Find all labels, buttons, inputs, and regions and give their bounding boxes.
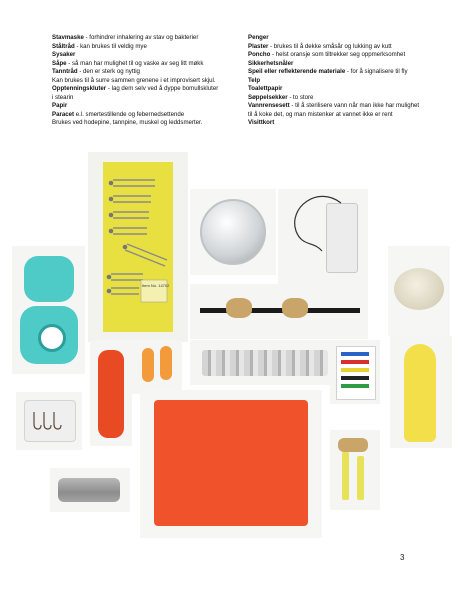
foil-photo <box>190 340 340 385</box>
light-sticks-photo <box>330 430 380 510</box>
thread-icon <box>341 368 369 372</box>
list-entry: Såpe - så man har mulighet til og vaske av seg litt møkk <box>52 59 204 67</box>
list-entry: i stearin <box>52 93 74 101</box>
list-entry: Paracet e.l. smertestillende og febernedsettende <box>52 110 185 118</box>
list-entry: Visittkort <box>248 119 275 127</box>
floss-lid-icon <box>24 256 74 302</box>
list-entry: Papir <box>52 102 68 110</box>
whistle-icon <box>98 350 124 438</box>
floss-spool-icon <box>38 324 66 352</box>
list-entry: Sysaker <box>52 51 76 59</box>
light-stick-icon <box>342 452 349 500</box>
list-entry: Brukes ved hodepine, tannpine, muskel og leddsmerter. <box>52 119 203 127</box>
list-entry: Toalettpapir <box>248 85 283 93</box>
finger-cot-photo <box>390 336 452 448</box>
thread-icon <box>341 352 369 356</box>
thread-icon <box>341 360 369 364</box>
poncho-photo <box>140 390 322 538</box>
tinder-knot-icon <box>282 298 308 318</box>
list-entry: Opptenningskluter - lag dem selv ved å dyppe bomullskluter <box>52 85 219 93</box>
list-entry: til å koke det, og man mistenker at vannet ikke er rent <box>248 110 393 118</box>
tape-roll-icon <box>58 478 120 502</box>
fish-hook-icon <box>30 410 68 432</box>
foil-packet-icon <box>202 350 328 376</box>
safety-pin-card-label: Item No. 14702 <box>142 283 170 288</box>
right-text-column <box>248 34 438 128</box>
string-ball-icon <box>394 268 444 310</box>
earplug-icon <box>142 348 154 382</box>
wire-icon <box>278 189 368 284</box>
water-purification-photo <box>278 189 368 284</box>
left-text-column <box>52 34 240 128</box>
finger-cot-icon <box>404 344 436 442</box>
mirror-icon <box>200 199 266 265</box>
list-entry: Plaster - brukes til å dekke småsår og lukking av kutt <box>248 42 392 50</box>
list-entry: Ståltråd - kan brukes til veldig mye <box>52 42 147 50</box>
sewing-kit-photo <box>330 340 380 404</box>
page-number: 3 <box>400 553 405 562</box>
list-entry: Stavmaske - forhindrer inhalering av stav og bakterier <box>52 34 199 41</box>
thread-icon <box>341 384 369 388</box>
mirror-photo <box>190 189 276 275</box>
list-entry: Speil eller reflekterende materiale - for å signalisere til fly <box>248 68 408 76</box>
tinder-knot-icon <box>226 298 252 318</box>
list-entry: Vannrensesett - til å sterilisere vann når man ikke har mulighet <box>248 102 420 110</box>
list-entry: Søppelsekker - to store <box>248 93 314 101</box>
light-stick-icon <box>357 456 364 500</box>
thread-icon <box>341 376 369 380</box>
clip-icon <box>338 438 368 452</box>
string-photo <box>388 246 450 336</box>
safety-pins-photo <box>88 152 188 342</box>
whistle-photo <box>90 340 132 446</box>
earplugs-photo <box>132 340 182 394</box>
list-entry: Kan brukes til å surre sammen grenene i et improvisert skjul. <box>52 76 216 84</box>
zip-tie-photo <box>190 284 368 339</box>
poncho-icon <box>154 400 308 526</box>
safety-pins-icon <box>103 162 173 332</box>
list-entry: Penger <box>248 34 269 41</box>
earplug-icon <box>160 346 172 380</box>
floss-photo <box>12 246 85 374</box>
fish-hooks-photo <box>16 392 82 450</box>
zip-tie-icon <box>200 308 360 313</box>
list-entry: Tanntråd - den er sterk og nyttig <box>52 68 140 76</box>
list-entry: Telp <box>248 76 261 84</box>
list-entry: Sikkerhetsnåler <box>248 59 294 67</box>
duct-tape-photo <box>50 468 130 512</box>
list-entry: Poncho - helst oransje som tiltrekker seg oppmerksomhet <box>248 51 406 59</box>
